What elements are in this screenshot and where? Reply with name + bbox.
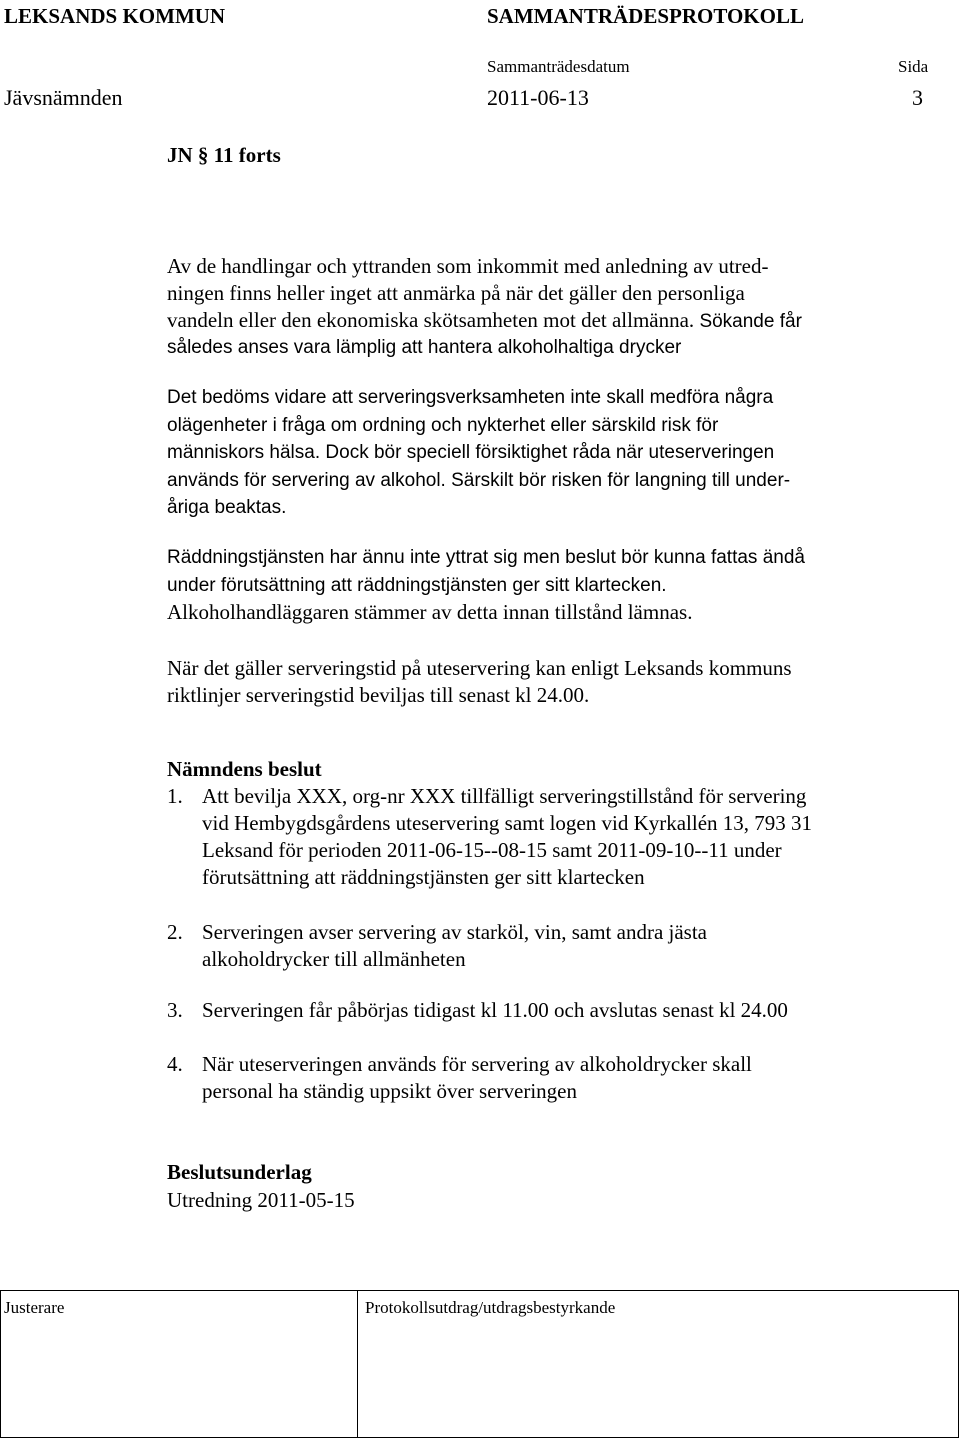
text-line: olägenheter i fråga om ordning och nykterhet eller särskild risk för — [167, 414, 719, 436]
text-line: ningen finns heller inget att anmärka på när det gäller den personliga — [167, 281, 745, 305]
protokollsutdrag-label: Protokollsutdrag/utdragsbestyrkande — [365, 1298, 616, 1317]
text-line: under förutsättning att räddningstjänsten ger sitt klartecken. — [167, 574, 667, 596]
document-type: SAMMANTRÄDESPROTOKOLL — [487, 4, 804, 28]
text-line: Av de handlingar och yttranden som inkommit med anledning av utred- — [167, 254, 769, 278]
text-line: vid Hembygdsgårdens uteservering samt logen vid Kyrkallén 13, 793 31 — [202, 811, 813, 835]
text-line: Leksand för perioden 2011-06-15--08-15 samt 2011-09-10--11 under — [202, 838, 782, 862]
justerare-label: Justerare — [4, 1298, 65, 1317]
text-line: används för servering av alkohol. Särskilt bör risken för langning till under- — [167, 469, 791, 491]
text-line: riktlinjer serveringstid beviljas till senast kl 24.00. — [167, 683, 590, 707]
org-name: LEKSANDS KOMMUN — [4, 4, 226, 28]
decision-heading: Nämndens beslut — [167, 757, 322, 781]
meeting-date: 2011-06-13 — [487, 85, 589, 110]
paragraph-3 — [167, 544, 927, 626]
basis-heading: Beslutsunderlag — [167, 1160, 312, 1184]
basis-text: Utredning 2011-05-15 — [167, 1188, 355, 1212]
text-line: Serveringen får påbörjas tidigast kl 11.00 och avslutas senast kl 24.00 — [202, 998, 788, 1022]
text-line: alkoholdrycker till allmänheten — [202, 947, 466, 971]
date-label: Sammanträdesdatum — [487, 57, 630, 76]
page-number: 3 — [912, 85, 923, 110]
text-line: således anses vara lämplig att hantera alkoholhaltiga drycker — [167, 337, 682, 358]
text-line: Alkoholhandläggaren stämmer av detta innan tillstånd lämnas. — [167, 600, 693, 624]
text-line: Räddningstjänsten har ännu inte yttrat sig men beslut bör kunna fattas ändå — [167, 547, 805, 568]
paragraph-4 — [167, 655, 927, 709]
text-line: förutsättning att räddningstjänsten ger sitt klartecken — [202, 865, 645, 889]
text-line: personal ha ständig uppsikt över serveringen — [202, 1079, 577, 1103]
text-line: vandeln eller den ekonomiska skötsamheten mot det allmänna. Sökande får — [167, 308, 802, 332]
item-number: 4. — [167, 1052, 183, 1076]
page-label: Sida — [898, 57, 929, 76]
text-line: människors hälsa. Dock bör speciell försiktighet råda när uteserveringen — [167, 442, 775, 463]
text-line: När uteserveringen används för servering av alkoholdrycker skall — [202, 1052, 752, 1076]
text-line: Att bevilja XXX, org-nr XXX tillfälligt serveringstillstånd för servering — [202, 784, 807, 808]
text-line: Det bedöms vidare att serveringsverksamheten inte skall medföra några — [167, 387, 774, 408]
paragraph-1 — [167, 253, 927, 362]
committee-name: Jävsnämnden — [4, 85, 123, 110]
text-line: När det gäller serveringstid på uteservering kan enligt Leksands kommuns — [167, 656, 792, 680]
text-line: åriga beaktas. — [167, 497, 287, 518]
text-line: Serveringen avser servering av starköl, vin, samt andra jästa — [202, 920, 707, 944]
item-number: 1. — [167, 784, 183, 808]
section-title: JN § 11 forts — [167, 143, 281, 167]
paragraph-2 — [167, 384, 927, 522]
item-number: 2. — [167, 920, 183, 944]
item-number: 3. — [167, 998, 183, 1022]
